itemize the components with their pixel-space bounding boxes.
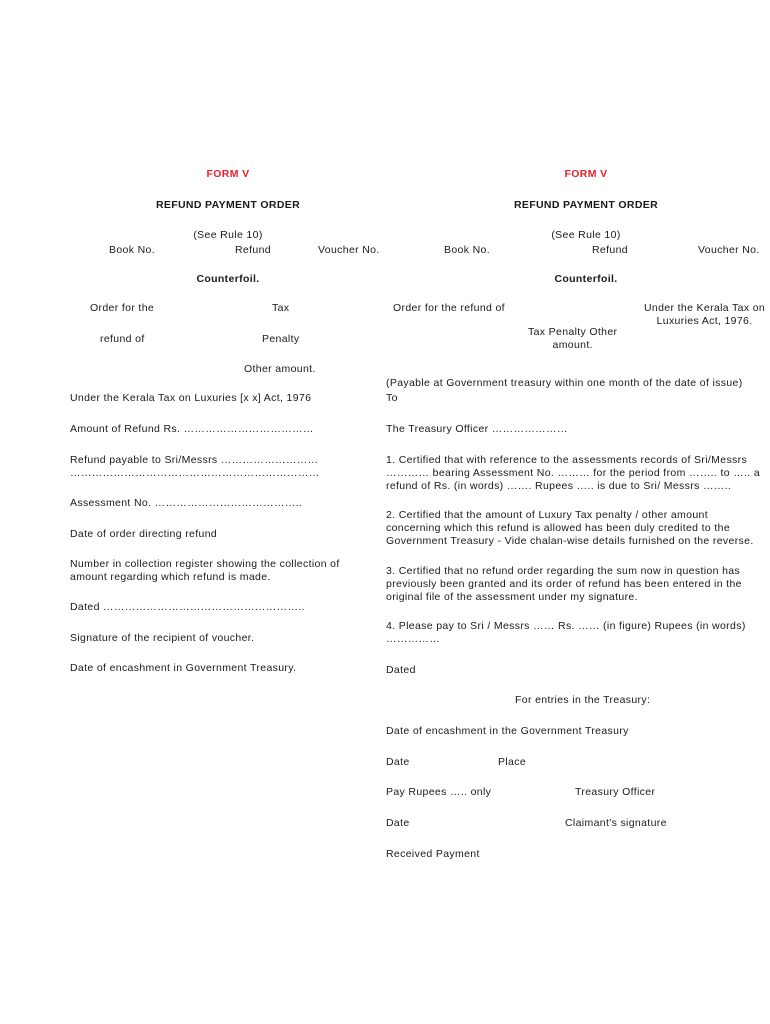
counterfoil-collection-register-line-1: Number in collection register showing the collection of bbox=[70, 558, 340, 570]
counterfoil-date-of-order: Date of order directing refund bbox=[70, 528, 218, 540]
order-para-2 bbox=[386, 509, 754, 548]
order-act-line-2: Luxuries Act, 1976. bbox=[656, 315, 753, 327]
order-payable-to: To bbox=[386, 392, 398, 404]
counterfoil-date-encashment: Date of encashment in Government Treasury. bbox=[70, 662, 297, 674]
order-para-3-line-3: original file of the assessment under my signature. bbox=[386, 591, 638, 603]
counterfoil-signature-recipient: Signature of the recipient of voucher. bbox=[70, 632, 255, 644]
counterfoil-refund: Refund bbox=[235, 244, 271, 256]
counterfoil-form-title: FORM V bbox=[206, 168, 250, 180]
order-claimant-signature: Claimant's signature bbox=[565, 817, 667, 829]
order-treasury-officer-line: The Treasury Officer ………………… bbox=[386, 423, 568, 435]
counterfoil-other-amount: Other amount. bbox=[244, 363, 316, 375]
order-act bbox=[644, 302, 765, 328]
counterfoil-refund-payable-line-1: Refund payable to Sri/Messrs ……………………… bbox=[70, 454, 319, 466]
counterfoil-book-no: Book No. bbox=[109, 244, 155, 256]
order-payable bbox=[386, 377, 743, 405]
counterfoil-order-title: REFUND PAYMENT ORDER bbox=[155, 199, 301, 211]
order-for-entries: For entries in the Treasury: bbox=[515, 694, 651, 706]
order-form-title: FORM V bbox=[564, 168, 608, 180]
order-payable-line-1: (Payable at Government treasury within one month of the date of issue) bbox=[386, 377, 743, 389]
order-book-no: Book No. bbox=[444, 244, 490, 256]
order-para-1-line-2: ………… bearing Assessment No. ……… for the period from …….. to ….. a bbox=[386, 467, 761, 479]
counterfoil-order-for-the: Order for the bbox=[90, 302, 155, 314]
order-para-3-line-1: 3. Certified that no refund order regarding the sum now in question has bbox=[386, 565, 741, 577]
counterfoil-refund-payable bbox=[70, 454, 320, 480]
counterfoil-rule: (See Rule 10) bbox=[193, 229, 263, 241]
order-voucher-no: Voucher No. bbox=[698, 244, 760, 256]
counterfoil-act: Under the Kerala Tax on Luxuries [x x] Act, 1976 bbox=[70, 392, 312, 404]
order-tax-penalty bbox=[528, 326, 617, 352]
counterfoil-tax: Tax bbox=[272, 302, 290, 314]
order-rule: (See Rule 10) bbox=[551, 229, 621, 241]
order-date: Date bbox=[386, 756, 410, 768]
order-act-line-1: Under the Kerala Tax on bbox=[644, 302, 766, 314]
order-order-for-refund: Order for the refund of bbox=[393, 302, 505, 314]
order-para-4-line-2: …………… bbox=[386, 633, 441, 645]
order-place: Place bbox=[498, 756, 527, 768]
order-pay-rupees: Pay Rupees ….. only bbox=[386, 786, 492, 798]
order-refund: Refund bbox=[592, 244, 628, 256]
order-dated: Dated bbox=[386, 664, 416, 676]
counterfoil-assessment-no: Assessment No. ………………………………….. bbox=[70, 497, 303, 509]
counterfoil-voucher-no: Voucher No. bbox=[318, 244, 380, 256]
order-received-payment: Received Payment bbox=[386, 848, 480, 860]
order-para-4 bbox=[386, 620, 746, 646]
order-order-title: REFUND PAYMENT ORDER bbox=[513, 199, 659, 211]
counterfoil-refund-of: refund of bbox=[100, 333, 145, 345]
order-para-1-line-1: 1. Certified that with reference to the assessments records of Sri/Messrs bbox=[386, 454, 748, 466]
order-counterfoil-label: Counterfoil. bbox=[554, 273, 618, 285]
order-para-2-line-3: Government Treasury - Vide chalan-wise details furnished on the reverse. bbox=[386, 535, 754, 547]
counterfoil-refund-payable-line-2: …………………………………………………………… bbox=[70, 467, 320, 479]
order-tax-penalty-line-1: Tax Penalty Other bbox=[528, 326, 618, 338]
order-para-3-line-2: previously been granted and its order of refund has been entered in the bbox=[386, 578, 742, 590]
order-date-encashment: Date of encashment in the Government Treasury bbox=[386, 725, 629, 737]
counterfoil-dated: Dated ……………………………………………….. bbox=[70, 601, 305, 613]
order-date-2: Date bbox=[386, 817, 410, 829]
order-para-3 bbox=[386, 565, 742, 604]
order-para-2-line-2: concerning which this refund is allowed has been duly credited to the bbox=[386, 522, 731, 534]
counterfoil-amount-of-refund: Amount of Refund Rs. ……………………………… bbox=[70, 423, 314, 435]
counterfoil-collection-register bbox=[70, 558, 340, 584]
order-para-4-line-1: 4. Please pay to Sri / Messrs …… Rs. …… (in figure) Rupees (in words) bbox=[386, 620, 746, 632]
order-para-1 bbox=[386, 454, 760, 493]
order-para-2-line-1: 2. Certified that the amount of Luxury Tax penalty / other amount bbox=[386, 509, 708, 521]
counterfoil-collection-register-line-2: amount regarding which refund is made. bbox=[70, 571, 271, 583]
counterfoil-label: Counterfoil. bbox=[196, 273, 260, 285]
counterfoil-penalty: Penalty bbox=[262, 333, 300, 345]
order-tax-penalty-line-2: amount. bbox=[552, 339, 593, 351]
order-para-1-line-3: refund of Rs. (in words) ……. Rupees ….. is due to Sri/ Messrs …….. bbox=[386, 480, 732, 492]
order-treasury-officer: Treasury Officer bbox=[575, 786, 656, 798]
